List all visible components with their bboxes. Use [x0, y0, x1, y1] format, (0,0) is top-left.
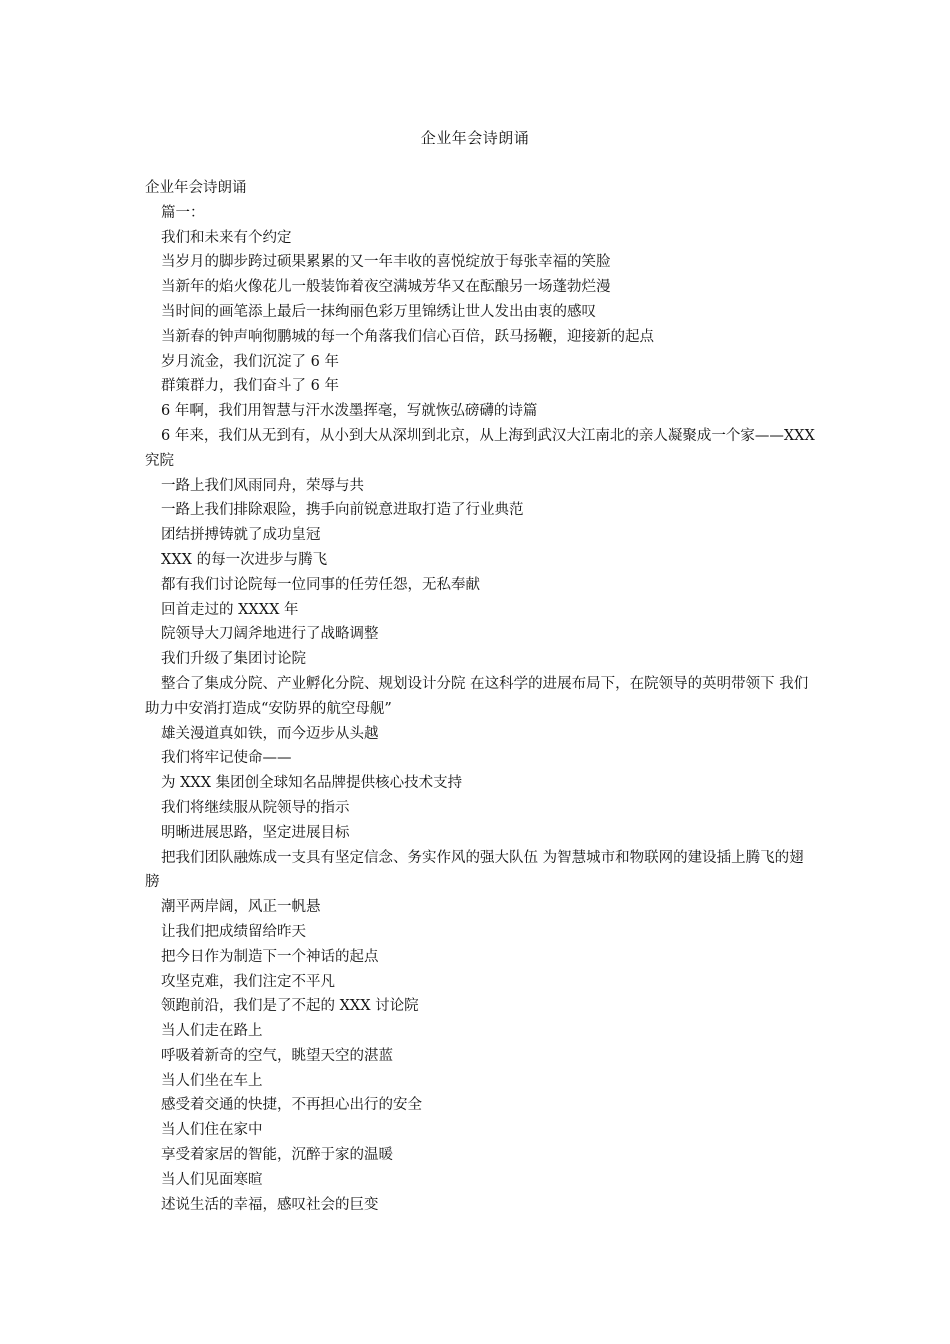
- poem-line: 享受着家居的智能，沉醉于家的温暖: [161, 1147, 393, 1164]
- poem-line: 雄关漫道真如铁，而今迈步从头越: [161, 725, 379, 742]
- poem-line: 把今日作为制造下一个神话的起点: [161, 948, 379, 965]
- poem-line: 潮平两岸阔，风正一帆悬: [161, 899, 321, 916]
- poem-line: 明晰进展思路，坚定进展目标: [161, 824, 350, 841]
- page-title: 企业年会诗朗诵: [420, 129, 530, 147]
- part-label: 篇一：: [161, 204, 205, 221]
- poem-line: 攻坚克难，我们注定不平凡: [161, 973, 335, 990]
- poem-line: 院领导大刀阔斧地进行了战略调整: [161, 626, 379, 643]
- poem-line: 呼吸着新奇的空气，眺望天空的湛蓝: [161, 1047, 393, 1064]
- poem-line: 为 XXX 集团创全球知名品牌提供核心技术支持: [161, 775, 463, 792]
- poem-line: 当新年的焰火像花儿一般装饰着夜空满城芳华又在酝酿另一场蓬勃烂漫: [161, 279, 611, 296]
- poem-line: 当人们住在家中: [161, 1122, 263, 1139]
- poem-line: 述说生活的幸福，感叹社会的巨变: [161, 1196, 379, 1213]
- poem-line: 岁月流金，我们沉淀了 6 年: [161, 353, 339, 370]
- poem-line: 把我们团队融炼成一支具有坚定信念、务实作风的强大队伍 为智慧城市和物联网的建设插上腾飞的翅膀: [145, 849, 804, 891]
- poem-line: 我们将牢记使命——: [161, 750, 292, 767]
- poem-line: 当人们坐在车上: [161, 1072, 263, 1089]
- poem-line: 回首走过的 XXXX 年: [161, 601, 299, 618]
- poem-line: 团结拼搏铸就了成功皇冠: [161, 527, 321, 544]
- poem-line: 群策群力，我们奋斗了 6 年: [161, 378, 339, 395]
- poem-line: 一路上我们风雨同舟，荣辱与共: [161, 477, 364, 494]
- poem-line: 整合了集成分院、产业孵化分院、规划设计分院 在这科学的进展布局下，在院领导的英明带领下 我们助力中安消打造成“安防界的航空母舰”: [145, 675, 809, 717]
- poem-line: 6 年啊，我们用智慧与汗水泼墨挥毫，写就恢弘磅礴的诗篇: [161, 403, 538, 420]
- poem-body: [145, 176, 817, 1217]
- poem-line: 我们和未来有个约定: [161, 229, 292, 246]
- poem-line: 我们升级了集团讨论院: [161, 651, 306, 668]
- poem-line: 感受着交通的快捷，不再担心出行的安全: [161, 1097, 422, 1114]
- poem-line: 当新春的钟声响彻鹏城的每一个角落我们信心百倍，跃马扬鞭，迎接新的起点: [161, 328, 654, 345]
- poem-line: 当时间的画笔添上最后一抹绚丽色彩万里锦绣让世人发出由衷的感叹: [161, 303, 596, 320]
- poem-line: XXX 的每一次进步与腾飞: [161, 551, 328, 568]
- poem-line: 当人们见面寒暄: [161, 1171, 263, 1188]
- poem-line: 当人们走在路上: [161, 1023, 263, 1040]
- poem-line: 一路上我们排除艰险，携手向前锐意进取打造了行业典范: [161, 502, 524, 519]
- poem-line: 当岁月的脚步跨过硕果累累的又一年丰收的喜悦绽放于每张幸福的笑脸: [161, 254, 611, 271]
- poem-line: 领跑前沿，我们是了不起的 XXX 讨论院: [161, 998, 419, 1015]
- poem-line: 都有我们讨论院每一位同事的任劳任怨，无私奉献: [161, 576, 480, 593]
- poem-line: 让我们把成绩留给昨天: [161, 923, 306, 940]
- poem-line: 我们将继续服从院领导的指示: [161, 799, 350, 816]
- section-heading: 企业年会诗朗诵: [145, 180, 247, 196]
- poem-line: 6 年来，我们从无到有，从小到大从深圳到北京，从上海到武汉大江南北的亲人凝聚成一个家——XXX 究院: [145, 427, 815, 469]
